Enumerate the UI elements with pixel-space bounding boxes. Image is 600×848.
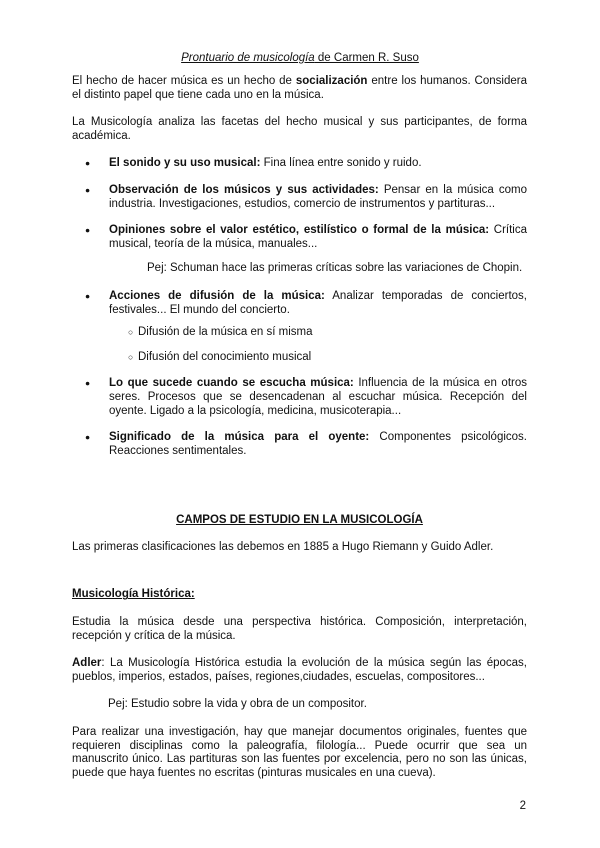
list-item-text: Analizar temporadas de conciertos, festivales... El mundo del concierto. [109, 289, 527, 316]
historica-paragraph-2-text: : La Musicología Histórica estudia la evolución de la música según las épocas, pueblos, imperios, estados, países, regiones,ciudades, escuelas, compositores... [72, 657, 527, 683]
facets-list [72, 157, 527, 251]
page-header [0, 52, 600, 64]
list-item-heading: Observación de los músicos y sus actividades: [109, 183, 379, 196]
list-item [72, 431, 527, 458]
historica-paragraph-3: Para realizar una investigación, hay que manejar documentos originales, fuentes que requieren disciplinas como la paleografía, filología... Puede ocurrir que sea un manuscrito único. Las partituras son las fuentes por excelencia, pero no son las únicas, puede que haya fuentes no escritas (pinturas musicales en una cueva). [72, 726, 527, 779]
subsection-title-colon: : [190, 588, 195, 601]
intro-text-end: entre los humanos. Considera el distinto papel que tiene cada uno en la música. [72, 75, 527, 101]
list-item [72, 157, 527, 171]
intro-text: El hecho de hacer música es un hecho de [72, 75, 296, 87]
historica-paragraph-2 [72, 657, 527, 684]
subsection-title [72, 588, 527, 602]
list-item-text: Pensar en la música como industria. Investigaciones, estudios, comercio de instrumentos y partituras... [109, 183, 528, 210]
list-item-text: Fina línea entre sonido y ruido. [260, 157, 422, 170]
intro-bold-term: socialización [295, 75, 368, 87]
example-note: Pej: Schuman hace las primeras críticas sobre las variaciones de Chopin. [147, 262, 523, 275]
list-item [72, 184, 527, 211]
section-intro: Las primeras clasificaciones las debemos en 1885 a Hugo Riemann y Guido Adler. [72, 540, 494, 553]
facets-list-continued [72, 290, 527, 458]
intro-paragraph-2: La Musicología analiza las facetas del hecho musical y sus participantes, de forma académica. [72, 116, 527, 142]
subsection-title-text: Musicología Histórica [72, 588, 191, 601]
header-title-italic: Prontuario de musicología [181, 52, 315, 64]
page-number: 2 [519, 800, 526, 812]
list-item-heading: Acciones de difusión de la música: [109, 289, 325, 302]
page-content [72, 75, 527, 780]
list-item [72, 224, 527, 251]
sub-list [109, 326, 527, 364]
list-item-text: Crítica musical, teoría de la música, manuales... [109, 224, 527, 250]
header-title-rest: de Carmen R. Suso [314, 52, 419, 64]
list-item [72, 377, 527, 418]
section-title: CAMPOS DE ESTUDIO EN LA MUSICOLOGÍA [176, 514, 423, 527]
list-item-text: Influencia de la música en otros seres. Procesos que se desencadenan al escuchar música. Recepción del oyente. Ligado a la psicología, medicina, musicoterapia... [109, 377, 527, 417]
intro-paragraph-1 [72, 75, 527, 102]
list-item-text: Componentes psicológicos. Reacciones sentimentales. [109, 431, 527, 457]
list-item-heading: El sonido y su uso musical: [109, 157, 261, 170]
sub-list-item: ○ Difusión del conocimiento musical [109, 351, 527, 365]
historica-paragraph-1: Estudia la música desde una perspectiva histórica. Composición, interpretación, recepción y crítica de la música. [72, 616, 527, 642]
list-item-heading: Significado de la música para el oyente: [109, 431, 370, 444]
sub-list-item: ○ Difusión de la música en sí misma [109, 326, 527, 340]
example-note-2: Pej: Estudio sobre la vida y obra de un compositor. [108, 698, 367, 711]
adler-term: Adler [72, 657, 102, 670]
list-item [72, 290, 527, 364]
list-item-heading: Lo que sucede cuando se escucha música: [109, 377, 354, 390]
list-item-heading: Opiniones sobre el valor estético, estilístico o formal de la música: [109, 224, 490, 237]
